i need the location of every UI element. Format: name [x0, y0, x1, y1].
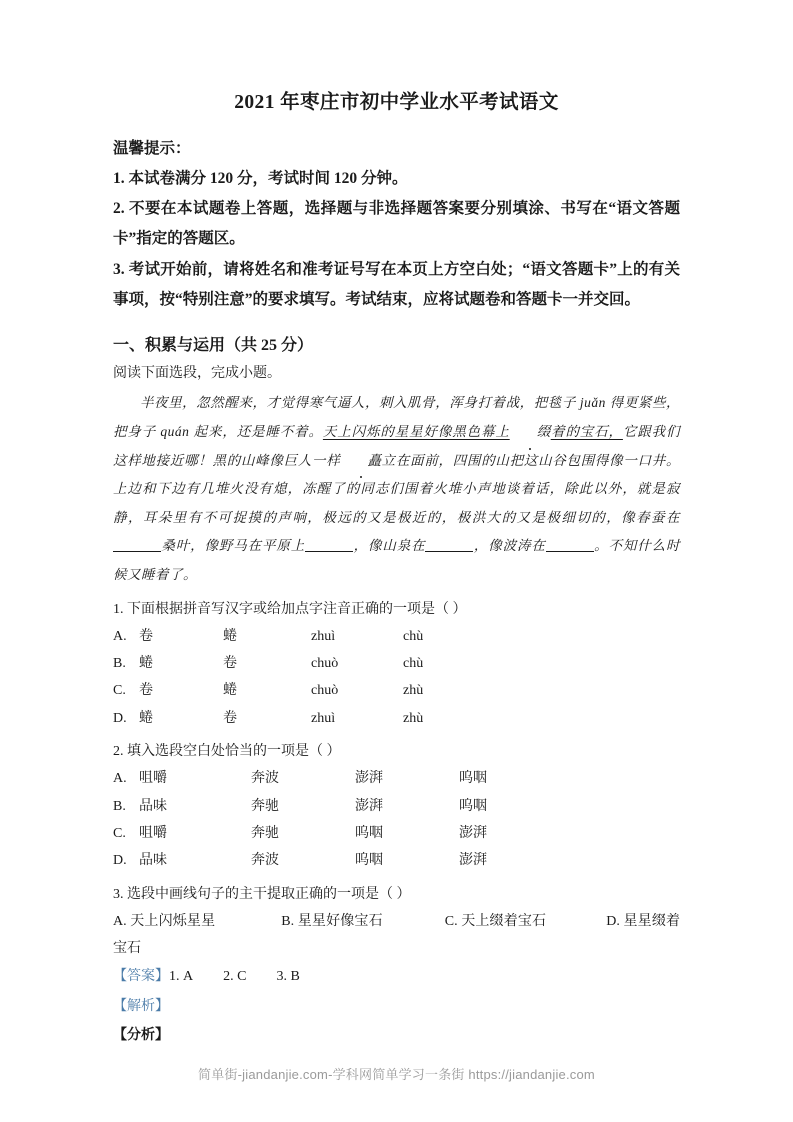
question-3-option-d-wrap: 着宝石 — [113, 913, 680, 957]
option-label: A. — [113, 628, 127, 644]
answer-q1: 1. A — [169, 969, 194, 985]
section-heading: 一、积累与运用（共 25 分） — [113, 337, 314, 355]
underlined-pre: 天上闪烁的星星好像黑色幕上 — [322, 423, 510, 439]
option-col-3: 澎湃 — [355, 771, 383, 787]
question-2-stem: 2. 填入选段空白处恰当的一项是（ ） — [113, 744, 341, 760]
question-3-option-d[interactable]: D. 星星缀 — [606, 913, 666, 929]
option-col-3: 呜咽 — [355, 853, 383, 869]
passage-part-1: 半夜里，忽然醒来，才觉得寒气逼人，刺入肌骨，浑身打着战，把毯子 juǎn 得更紧些，把身子 quán 起来，还是睡不着。 — [113, 395, 680, 439]
option-col-2: 卷 — [223, 710, 237, 726]
page-title: 2021 年枣庄市初中学业水平考试语文 — [234, 92, 559, 113]
option-col-3: chuò — [311, 683, 339, 699]
option-col-4: 呜咽 — [459, 771, 487, 787]
option-col-1: 卷 — [139, 683, 153, 699]
question-1-option-c[interactable] — [113, 677, 680, 704]
answer-line — [113, 962, 680, 991]
option-col-2: 蜷 — [223, 628, 237, 644]
passage-part-2-post: 立在面前，四围的山把这山谷包围得像一口井。上边和下边有几堆火没有熄，冻醒了的同志们围着火堆小声地谈着话，除此以外，就是寂静，耳朵里有不可捉摸的声响，极远的又是极近的，极洪大的又是极细切的，像春蚕在 — [113, 452, 681, 525]
passage-part-6: 。不知什么时候又睡着了。 — [113, 538, 681, 582]
option-col-3: zhuì — [311, 628, 336, 644]
option-col-2: 蜷 — [223, 683, 237, 699]
question-3-options[interactable] — [113, 908, 680, 963]
option-col-1: 品味 — [139, 798, 167, 814]
option-label: D. — [113, 710, 127, 726]
option-col-1: 咀嚼 — [139, 771, 167, 787]
passage-part-4: ，像山泉在 — [353, 538, 426, 554]
reading-instruction: 阅读下面选段，完成小题。 — [113, 366, 281, 382]
option-col-4: 澎湃 — [459, 825, 487, 841]
question-2-option-a[interactable] — [113, 765, 680, 792]
question-1-option-b[interactable] — [113, 650, 680, 677]
breakdown-line — [113, 1021, 680, 1050]
underlined-post: 着的宝石， — [550, 423, 623, 439]
site-watermark: 简单街-jiandanjie.com-学科网简单学习一条街 https://jiandanjie.com — [198, 1067, 595, 1082]
dotted-char-zhui: 缀 — [510, 418, 551, 447]
notice-heading: 温馨提示： — [113, 140, 191, 158]
option-col-1: 蜷 — [139, 656, 153, 672]
option-col-4: chù — [403, 628, 424, 644]
question-3-option-a[interactable]: A. 天上闪烁星星 — [113, 913, 216, 929]
passage-part-5: ，像波涛在 — [473, 538, 546, 554]
option-col-1: 蜷 — [139, 710, 153, 726]
answer-q3: 3. B — [276, 969, 300, 985]
passage-blank-3 — [425, 551, 473, 552]
question-2-option-d[interactable] — [113, 847, 680, 874]
option-col-1: 卷 — [139, 628, 153, 644]
answer-label: 【答案】 — [113, 969, 169, 985]
breakdown-label: 【分析】 — [113, 1028, 169, 1044]
option-col-4: chù — [403, 656, 424, 672]
option-col-2: 奔波 — [251, 771, 279, 787]
option-col-4: 呜咽 — [459, 798, 487, 814]
option-col-2: 奔驰 — [251, 825, 279, 841]
option-label: C. — [113, 825, 126, 841]
option-col-2: 奔波 — [251, 853, 279, 869]
option-col-3: 澎湃 — [355, 798, 383, 814]
option-label: D. — [113, 853, 127, 869]
option-label: B. — [113, 798, 126, 814]
option-col-4: zhù — [403, 683, 424, 699]
question-3-stem: 3. 选段中画线句子的主干提取正确的一项是（ ） — [113, 886, 411, 902]
question-1-option-d[interactable] — [113, 705, 680, 732]
question-2-option-b[interactable] — [113, 793, 680, 820]
passage-blank-1 — [113, 551, 161, 552]
dotted-char-chu: 矗 — [340, 447, 381, 476]
option-col-3: zhuì — [311, 710, 336, 726]
option-label: C. — [113, 683, 126, 699]
passage-blank-2 — [305, 551, 353, 552]
reading-passage — [113, 389, 680, 589]
option-col-3: 呜咽 — [355, 825, 383, 841]
option-col-1: 咀嚼 — [139, 825, 167, 841]
option-col-4: 澎湃 — [459, 853, 487, 869]
option-col-2: 卷 — [223, 656, 237, 672]
analysis-label: 【解析】 — [113, 998, 169, 1014]
question-1-option-a[interactable] — [113, 623, 680, 650]
passage-blank-4 — [546, 551, 594, 552]
option-col-2: 奔驰 — [251, 798, 279, 814]
question-2-option-c[interactable] — [113, 820, 680, 847]
notice-item-2: 2. 不要在本试题卷上答题，选择题与非选择题答案要分别填涂、书写在“语文答题卡”指定的答题区。 — [113, 200, 680, 248]
question-3-option-c[interactable]: C. 天上缀着宝石 — [444, 913, 547, 929]
question-1-stem: 1. 下面根据拼音写汉字或给加点字注音正确的一项是（ ） — [113, 601, 467, 617]
answer-q2: 2. C — [223, 969, 247, 985]
notice-item-3: 3. 考试开始前，请将姓名和准考证号写在本页上方空白处；“语文答题卡”上的有关事项，按“特别注意”的要求填写。考试结束，应将试题卷和答题卡一并交回。 — [113, 260, 680, 308]
option-col-4: zhù — [403, 710, 424, 726]
option-label: B. — [113, 656, 126, 672]
passage-part-3: 桑叶，像野马在平原上 — [161, 538, 306, 554]
option-col-1: 品味 — [139, 853, 167, 869]
option-col-3: chuò — [311, 656, 339, 672]
analysis-line — [113, 992, 680, 1021]
notice-item-1: 1. 本试卷满分 120 分，考试时间 120 分钟。 — [113, 169, 408, 187]
underlined-sentence — [323, 424, 623, 439]
question-3-option-b[interactable]: B. 星星好像宝石 — [281, 913, 383, 929]
option-label: A. — [113, 771, 127, 787]
passage-part-2-pre: 它跟我们这样地接近哪！黑的山峰像巨人一样 — [113, 423, 681, 468]
